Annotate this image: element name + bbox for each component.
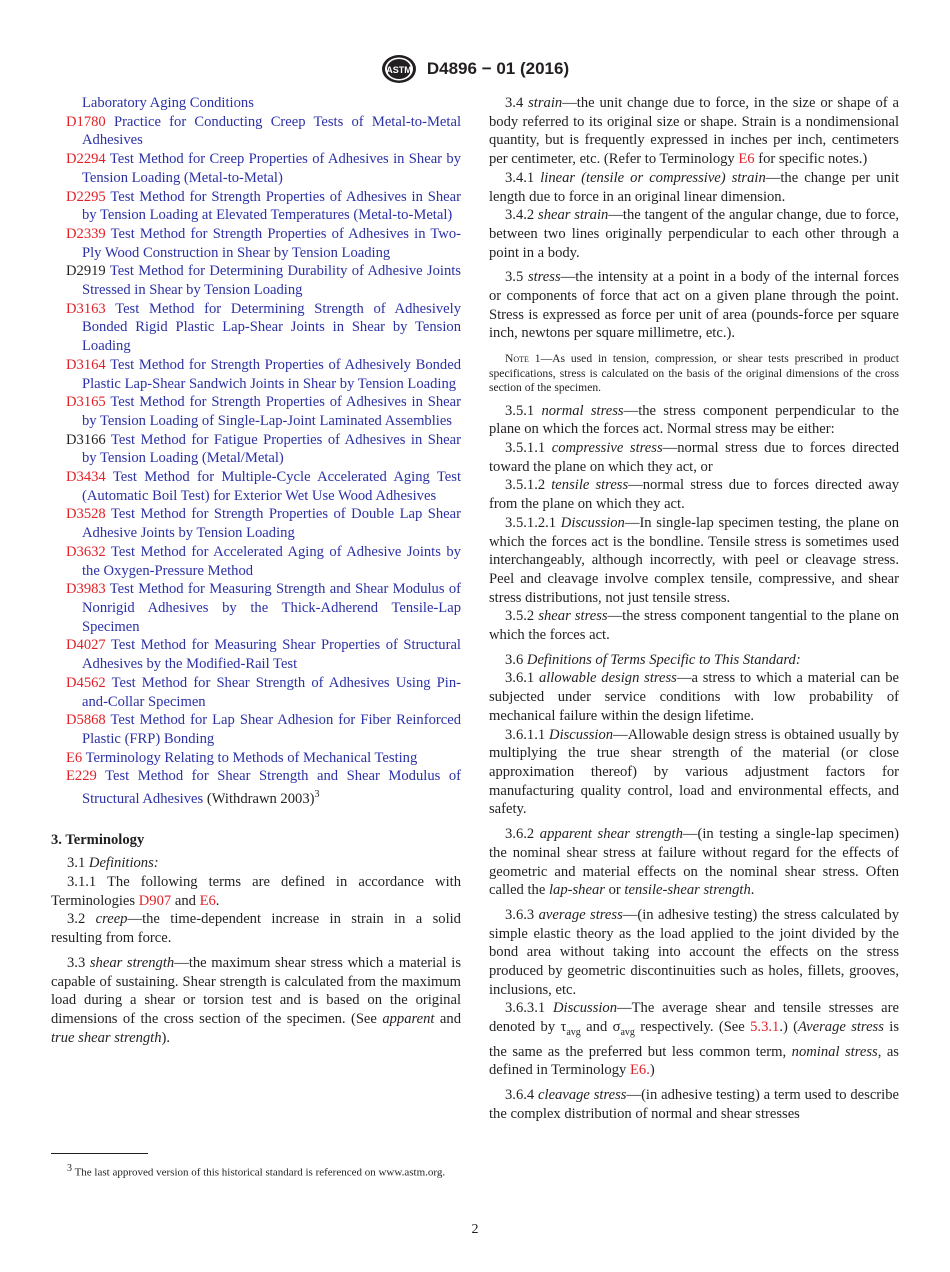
reference-title[interactable]: Test Method for Determining Durability of Adhesive Joints Stressed in Shear by Tension Loading xyxy=(82,263,461,299)
reference-item xyxy=(51,711,461,748)
link-e6[interactable]: E6 xyxy=(738,151,755,168)
para-3-1-1: 3.1.1 The following terms are defined in accordance with Terminologies D907 and E6. xyxy=(51,873,461,909)
reference-title[interactable]: Test Method for Fatigue Properties of Adhesives in Shear by Tension Loading (Metal/Metal) xyxy=(82,431,461,467)
para-3-1: 3.1 Definitions: xyxy=(67,855,159,872)
reference-title[interactable]: Test Method for Determining Strength of Adhesively Bonded Rigid Plastic Lap-Shear Joints in Shear by Tension Loading xyxy=(82,300,461,355)
reference-title[interactable]: Test Method for Shear Strength and Shear Modulus of Structural Adhesives xyxy=(82,768,461,807)
reference-title[interactable]: Test Method for Creep Properties of Adhesives in Shear by Tension Loading (Metal-to-Metal) xyxy=(82,151,461,186)
reference-code-link[interactable]: D3434 xyxy=(66,469,106,486)
reference-code-link[interactable]: D2295 xyxy=(66,188,106,205)
para-3-6-1-1: 3.6.1.1 Discussion—Allowable design stress is obtained usually by multiplying the true shear strength of the material (or close approximation thereof) by various adjustment factors for manufacturing quality control, load and environmental effects, and safety. xyxy=(489,726,900,818)
referenced-documents-list xyxy=(51,113,461,768)
reference-code-link[interactable]: D2919 xyxy=(66,263,106,280)
para-3-4: 3.4 strain—the unit change due to force, in the size or shape of a body referred to its original size or shape. Strain is a nondimensional quantity, but is frequently expressed in inches per inch, centimeters per centimeter, etc. (Refer to Terminology E6 for specific notes.) xyxy=(489,95,899,168)
para-3-5-1-2-1: 3.5.1.2.1 Discussion—In single-lap specimen testing, the plane on which the forces act is the bondline. Tensile stress is sometimes used interchangeably, although incorrectly, with peel or cleavage stress. Peel and cleavage involve complex tensile, compressive, and shear stress distributions, not just tensile stress. xyxy=(489,514,900,606)
page-header xyxy=(0,54,950,84)
right-column xyxy=(489,94,899,1124)
reference-item xyxy=(51,543,461,580)
footnote: $^3$ The last approved version of this historical standard is referenced on www.astm.org. xyxy=(67,1163,446,1179)
para-3-6: 3.6 Definitions of Terms Specific to This Standard: xyxy=(505,651,801,668)
reference-title[interactable]: Test Method for Strength Properties of Double Lap Shear Adhesive Joints by Tension Loading xyxy=(82,506,461,542)
reference-item xyxy=(51,636,461,673)
reference-title[interactable]: Test Method for Shear Strength of Adhesives Using Pin-and-Collar Specimen xyxy=(82,674,462,710)
para-3-5-1: 3.5.1 normal stress—the stress component perpendicular to the plane on which the forces act. Normal stress may be either: xyxy=(489,402,899,438)
footnote-rule xyxy=(51,1153,148,1154)
reference-title[interactable]: Test Method for Strength Properties of Adhesives in Shear by Tension Loading of Single-Lap-Joint Laminated Assemblies xyxy=(82,394,461,429)
para-3-6-3-1: 3.6.3.1 Discussion—The average shear and tensile stresses are denoted by $\tau_{avg}$ and $\sigma_{avg}$ respectively. (See 5.3.1.) (Average stress is the same as the preferred but less common term, nominal stress, as defined in Terminology E6.) xyxy=(489,1000,899,1079)
para-3-6-1: 3.6.1 allowable design stress—a stress to which a material can be subjected under service conditions with low probability of mechanical failure within the design lifetime. xyxy=(489,670,900,724)
reference-item: E229 Test Method for Shear Strength and Shear Modulus of Structural Adhesives (Withdrawn 2003)$^3$ xyxy=(66,768,461,807)
section-heading-terminology: 3. Terminology xyxy=(51,831,145,848)
reference-code-link[interactable]: D3632 xyxy=(66,543,106,560)
para-3-3: 3.3 shear strength—the maximum shear stress which a material is capable of sustaining. Shear strength is calculated from the maximum load during a shear or torsion test and is based on the original dimensions of the cross section of the specimen. (See apparent and true shear strength). xyxy=(51,954,462,1046)
reference-item xyxy=(51,393,461,430)
reference-title[interactable]: Test Method for Strength Properties of Adhesives in Two-Ply Wood Construction in Shear by Tension Loading xyxy=(82,225,461,261)
left-column xyxy=(51,94,461,1047)
para-3-4-1: 3.4.1 linear (tensile or compressive) strain—the change per unit length due to force in an original linear dimension. xyxy=(489,169,900,205)
para-3-5-1-2: 3.5.1.2 tensile stress—normal stress due to forces directed away from the plane on which they act. xyxy=(489,477,899,513)
para-3-5-1-1: 3.5.1.1 compressive stress—normal stress due to forces directed toward the plane on which they act, or xyxy=(489,440,899,475)
link-e6[interactable]: E6. xyxy=(629,1062,650,1079)
para-3-6-4: 3.6.4 cleavage stress—(in adhesive testing) a term used to describe the complex distribution of normal and shear stresses xyxy=(489,1087,899,1122)
reference-item xyxy=(51,580,461,636)
reference-code-link[interactable]: D4027 xyxy=(66,637,106,654)
reference-code-link[interactable]: D1780 xyxy=(66,113,106,130)
para-3-6-3: 3.6.3 average stress—(in adhesive testing) the stress calculated by simple elastic theory as the load applied to the joint divided by the bond area without taking into account the effects on the stress produced by geometric discontinuities such as holes, fillets, grooves, inclusions, etc. xyxy=(489,906,900,998)
reference-code-link[interactable]: D5868 xyxy=(66,712,106,729)
page-number: 2 xyxy=(471,1222,479,1237)
reference-code-link[interactable]: D3528 xyxy=(66,506,106,523)
reference-code-link[interactable]: E229 xyxy=(66,768,97,785)
reference-title[interactable]: Test Method for Measuring Shear Properties of Structural Adhesives by the Modified-Rail Test xyxy=(82,637,461,673)
reference-title[interactable]: Test Method for Accelerated Aging of Adhesive Joints by the Oxygen-Pressure Method xyxy=(82,543,461,579)
reference-item xyxy=(51,505,461,542)
reference-code-link[interactable]: D3983 xyxy=(66,581,106,598)
reference-title[interactable]: Test Method for Strength Properties of Adhesively Bonded Plastic Lap-Shear Sandwich Joints in Shear by Tension Loading xyxy=(82,356,461,392)
reference-item xyxy=(51,468,461,505)
astm-logo-icon xyxy=(381,54,417,84)
reference-item xyxy=(51,300,461,356)
para-3-5-2: 3.5.2 shear stress—the stress component tangential to the plane on which the forces act. xyxy=(489,608,900,644)
reference-title[interactable]: Terminology Relating to Methods of Mechanical Testing xyxy=(85,749,418,766)
reference-item xyxy=(51,225,461,262)
reference-code-link[interactable]: D2339 xyxy=(66,225,106,242)
para-3-4-2: 3.4.2 shear strain—the tangent of the angular change, due to force, between two lines originally perpendicular to each other through a point in a body. xyxy=(489,207,900,261)
reference-item xyxy=(51,749,461,768)
reference-code-link[interactable]: D4562 xyxy=(66,674,106,691)
reference-title[interactable]: Practice for Conducting Creep Tests of Metal-to-Metal Adhesives xyxy=(82,113,461,149)
para-3-6-2: 3.6.2 apparent shear strength—(in testing a single-lap specimen) the nominal shear stress at failure without regard for the effects of geometric and material effects on the nominal shear stress. Often called the lap-shear or tensile-shear strength. xyxy=(489,826,899,899)
reference-item xyxy=(51,188,461,225)
link-5-3-1[interactable]: 5.3.1 xyxy=(750,1019,780,1036)
astm-logo-text: ASTM xyxy=(386,65,412,75)
para-3-2: 3.2 creep—the time-dependent increase in strain in a solid resulting from force. xyxy=(51,911,461,947)
reference-item xyxy=(51,150,461,187)
reference-code-link[interactable]: D3165 xyxy=(66,394,106,411)
reference-code-link[interactable]: D3163 xyxy=(66,300,106,317)
link-d907[interactable]: D907 xyxy=(138,892,172,909)
reference-item xyxy=(51,113,461,150)
link-e6[interactable]: E6 xyxy=(199,892,216,909)
reference-code-link[interactable]: D3166 xyxy=(66,431,106,448)
reference-title[interactable]: Test Method for Measuring Strength and Shear Modulus of Nonrigid Adhesives by the Thick-Adherend Tensile-Lap Specimen xyxy=(82,581,461,635)
para-3-5: 3.5 stress—the intensity at a point in a body of the internal forces or components of force that act on a given plane through the point. Stress is expressed as force per unit of area (pounds-force per square inch, newtons per square millimetre, etc.). xyxy=(489,269,899,342)
reference-title[interactable]: Test Method for Lap Shear Adhesion for Fiber Reinforced Plastic (FRP) Bonding xyxy=(82,712,461,747)
reference-code-link[interactable]: D2294 xyxy=(66,151,106,168)
reference-code-link[interactable]: D3164 xyxy=(66,356,106,373)
reference-item xyxy=(51,262,461,299)
reference-item xyxy=(51,356,461,393)
reference-item xyxy=(51,674,461,711)
note-1: Note 1—As used in tension, compression, or shear tests prescribed in product specifications, stress is calculated on the basis of the original dimensions of the cross section of the specimen. xyxy=(489,352,899,395)
reference-continuation: Laboratory Aging Conditions xyxy=(82,95,254,111)
reference-item xyxy=(51,431,461,468)
reference-code-link[interactable]: E6 xyxy=(66,749,83,766)
reference-title[interactable]: Test Method for Strength Properties of Adhesives in Shear by Tension Loading at Elevated Temperatures (Metal-to-Metal) xyxy=(82,188,461,224)
designation: D4896 − 01 (2016) xyxy=(426,59,570,78)
reference-title[interactable]: Test Method for Multiple-Cycle Accelerated Aging Test (Automatic Boil Test) for Exterior Wet Use Wood Adhesives xyxy=(82,469,461,504)
